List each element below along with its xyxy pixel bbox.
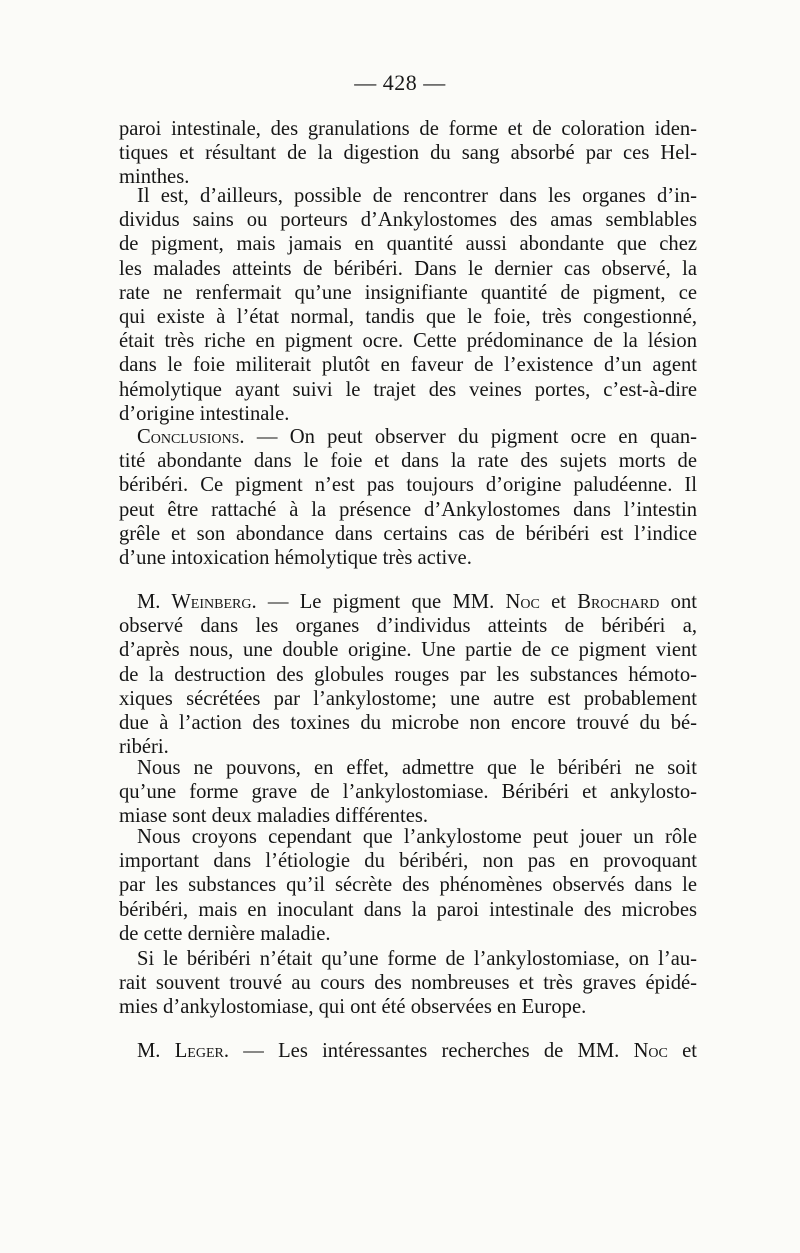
- paragraph-leger: [119, 1039, 697, 1063]
- text-line: Nous croyons cependant que l’ankylostome peut jouer un rôle: [137, 826, 697, 848]
- text-line: rate ne renfermait qu’une insignifiante quantité de pigment, ce: [119, 281, 697, 304]
- paragraph-etiology: [119, 825, 697, 946]
- text-line: [119, 425, 697, 449]
- page-number: — 428 —: [354, 70, 446, 95]
- text-line: mies d’ankylostomiase, qui ont été observées en Europe.: [119, 996, 587, 1019]
- paragraph-epidemics: [119, 947, 697, 1020]
- text-line: ribéri.: [119, 736, 169, 759]
- text-line: les malades atteints de béribéri. Dans le dernier cas observé, la: [119, 257, 697, 280]
- text-line: observé dans les organes d’individus atteints de béribéri a,: [119, 615, 697, 638]
- text-fragment: et: [667, 1040, 698, 1062]
- paragraph-pigment-observation: [119, 184, 697, 426]
- text-line: Il est, d’ailleurs, possible de rencontrer dans les organes d’in-: [137, 185, 697, 207]
- text-line: d’une intoxication hémolytique très active.: [119, 547, 472, 570]
- paragraph-continuation: [119, 117, 697, 190]
- text-fragment: — On peut observer du pigment ocre en quan-: [244, 426, 697, 448]
- text-line: rait souvent trouvé au cours des nombreuses et très graves épidé-: [119, 972, 697, 995]
- text-fragment: — Les intéressantes recherches de MM.: [229, 1040, 634, 1062]
- text-line: grêle et son abondance dans certains cas de béribéri est l’indice: [119, 522, 697, 545]
- text-line: minthes.: [119, 166, 190, 189]
- text-line: miase sont deux maladies différentes.: [119, 805, 429, 828]
- speaker-name: M. Leger.: [137, 1040, 229, 1062]
- paragraph-conclusions: [119, 425, 697, 570]
- text-fragment: et: [539, 591, 578, 613]
- text-line: hémolytique ayant suivi le trajet des veines portes, c’est-à-dire: [119, 378, 697, 401]
- speaker-name: M. Weinberg.: [137, 591, 257, 613]
- text-line: de cette dernière maladie.: [119, 922, 331, 945]
- text-line: qui existe à l’état normal, tandis que le foie, très congestionné,: [119, 306, 697, 329]
- author-name: Brochard: [577, 591, 660, 613]
- text-line: de pigment, mais jamais en quantité aussi abondante que chez: [119, 233, 697, 256]
- text-line: de la destruction des globules rouges par les substances hémoto-: [119, 663, 697, 686]
- text-line: [119, 1039, 697, 1063]
- paragraph-different-diseases: [119, 756, 697, 829]
- text-line: peut être rattaché à la présence d’Ankylostomes dans l’intestin: [119, 498, 697, 521]
- text-line: était très riche en pigment ocre. Cette prédominance de la lésion: [119, 330, 697, 353]
- text-line: béribéri. Ce pigment n’est pas toujours d’origine paludéenne. Il: [119, 474, 697, 497]
- text-line: [119, 590, 697, 614]
- text-line: béribéri, mais en inoculant dans la paroi intestinale des microbes: [119, 898, 697, 921]
- author-name: Noc: [505, 591, 540, 613]
- text-line: d’après nous, une double origine. Une partie de ce pigment vient: [119, 639, 697, 662]
- text-line: qu’une forme grave de l’ankylostomiase. Béribéri et ankylosto-: [119, 781, 697, 804]
- text-line: due à l’action des toxines du microbe non encore trouvé du bé-: [119, 712, 697, 735]
- text-line: Si le béribéri n’était qu’une forme de l’ankylostomiase, on l’au-: [137, 948, 697, 970]
- text-line: tité abondante dans le foie et dans la rate des sujets morts de: [119, 450, 697, 473]
- text-line: tiques et résultant de la digestion du sang absorbé par ces Hel-: [119, 142, 697, 165]
- text-fragment: ont: [659, 591, 697, 613]
- text-line: dans le foie militerait plutôt en faveur de l’existence d’un agent: [119, 354, 697, 377]
- text-line: d’origine intestinale.: [119, 402, 290, 425]
- text-line: dividus sains ou porteurs d’Ankylostomes des amas semblables: [119, 209, 697, 232]
- text-line: xiques sécrétées par l’ankylostome; une autre est probablement: [119, 687, 697, 710]
- author-name: Noc: [633, 1040, 668, 1062]
- text-line: Nous ne pouvons, en effet, admettre que le béribéri ne soit: [137, 757, 697, 779]
- section-heading: Conclusions.: [137, 426, 245, 448]
- paragraph-weinberg: [119, 590, 697, 759]
- text-line: paroi intestinale, des granulations de forme et de coloration iden-: [119, 118, 697, 140]
- text-line: par les substances qu’il sécrète des phénomènes observés dans le: [119, 874, 697, 897]
- text-fragment: — Le pigment que MM.: [256, 591, 506, 613]
- text-line: important dans l’étiologie du béribéri, non pas en provoquant: [119, 850, 697, 873]
